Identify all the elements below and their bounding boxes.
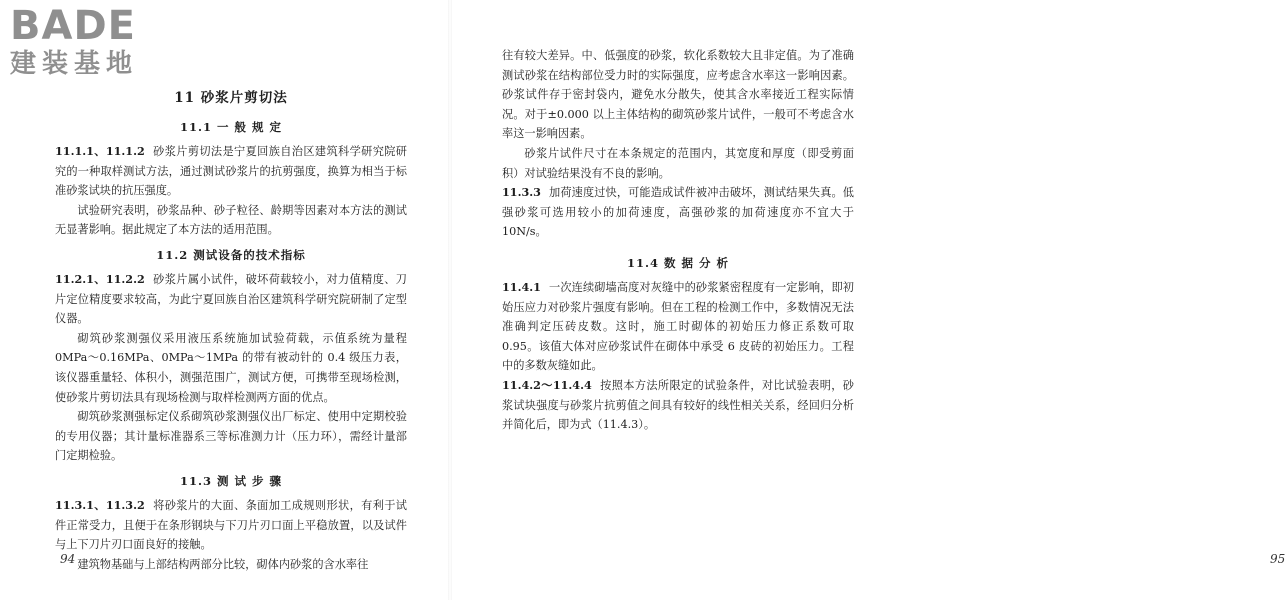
page-number: 94	[60, 552, 76, 566]
paragraph	[502, 46, 854, 144]
paragraph	[502, 376, 854, 435]
clause-number: 11.4.2～11.4.4	[502, 377, 592, 392]
logo-text-en: BADE	[10, 3, 136, 49]
paragraph-text: 建筑物基础与上部结构两部分比较，砌体内砂浆的含水率往	[77, 557, 369, 571]
paragraph	[55, 142, 407, 201]
paragraph-text: 砌筑砂浆测强标定仪系砌筑砂浆测强仪出厂标定、使用中定期校验的专用仪器；其计量标准器系三等标准测力计（压力环），需经计量部门定期检验。	[55, 410, 407, 463]
paragraph-text: 砂浆片剪切法是宁夏回族自治区建筑科学研究院研究的一种取样测试方法，通过测试砂浆片的抗剪强度，换算为相当于标准砂浆试块的抗压强度。	[55, 145, 407, 198]
clause-number: 11.1.1、11.1.2	[55, 144, 145, 158]
paragraph	[55, 201, 407, 240]
paragraph-text: 砂浆片试件尺寸在本条规定的范围内，其宽度和厚度（即受剪面积）对试验结果没有不良的影响。	[502, 146, 854, 180]
section-title: 11.1 一 般 规 定	[179, 120, 283, 134]
paragraph	[55, 329, 407, 407]
section-title: 11.3 测 试 步 骤	[179, 473, 283, 488]
clause-number: 11.2.1、11.2.2	[55, 271, 145, 286]
paragraph-text: 一次连续砌墙高度对灰缝中的砂浆紧密程度有一定影响，即初始压应力对砂浆片强度有影响。但在工程的检测工作中，多数情况无法准确判定压砖皮数。这时，施工时砌体的初始压力修正系数可取 0.95。该值大体对应砂浆试件在砌体中承受 6 皮砖的初始压力。工程中的多数灰缝如此。	[502, 280, 854, 373]
chapter-title: 11 砂浆片剪切法	[174, 90, 288, 106]
section-title: 11.2 测试设备的技术指标	[156, 247, 306, 262]
section-title: 11.4 数 据 分 析	[626, 255, 730, 270]
paragraph-text: 试验研究表明，砂浆品种、砂子粒径、龄期等因素对本方法的测试无显著影响。据此规定了本方法的适用范围。	[55, 203, 407, 237]
paragraph-text: 往有较大差异。中、低强度的砂浆，软化系数较大且非定值。为了准确测试砂浆在结构部位受力时的实际强度，应考虑含水率这一影响因素。砂浆试件存于密封袋内，避免水分散失，使其含水率接近工程实际情况。对于±0.000 以上主体结构的砌筑砂浆片试件，一般可不考虑含水率这一影响因素。	[502, 49, 854, 141]
paragraph-text: 加荷速度过快，可能造成试件被冲击破坏，测试结果失真。低强砂浆可选用较小的加荷速度，高强砂浆的加荷速度亦不宜大于 10N/s。	[502, 186, 854, 239]
paragraph-text: 砂浆片属小试件，破坏荷载较小，对力值精度、刀片定位精度要求较高，为此宁夏回族自治区建筑科学研究院研制了定型仪器。	[55, 272, 407, 326]
logo-text-cn: 建装基地	[10, 49, 139, 79]
paragraph-text: 按照本方法所限定的试验条件，对比试验表明，砂浆试块强度与砂浆片抗剪值之间具有较好的线性相关关系，经回归分析并简化后，即为式（11.4.3）。	[502, 378, 854, 432]
paragraph	[55, 407, 407, 466]
page-number: 95	[1270, 552, 1285, 566]
paragraph	[55, 555, 407, 575]
brand-logo	[10, 4, 180, 82]
paragraph-text: 将砂浆片的大面、条面加工成规则形状，有利于试件正常受力，且便于在条形钢块与下刀片刃口面上平稳放置，以及试件与上下刀片刃口面良好的接触。	[55, 498, 407, 552]
left-page	[0, 0, 450, 600]
paragraph	[55, 270, 407, 329]
paragraph	[502, 183, 854, 242]
clause-number: 11.3.3	[502, 185, 541, 200]
paragraph	[55, 496, 407, 555]
clause-number: 11.4.1	[502, 279, 541, 294]
right-page-body	[502, 46, 854, 435]
left-page-body	[55, 86, 407, 574]
paragraph	[502, 144, 854, 183]
paragraph	[502, 278, 854, 376]
paragraph-text: 砌筑砂浆测强仪采用液压系统施加试验荷载，示值系统为量程 0MPa～0.16MPa、0MPa～1MPa 的带有被动针的 0.4 级压力表，该仪器重量轻、体积小，测强范围广，测试方便，可携带至现场检测，使砂浆片剪切法具有现场检测与取样检测两方面的优点。	[55, 331, 407, 404]
clause-number: 11.3.1、11.3.2	[55, 497, 145, 512]
